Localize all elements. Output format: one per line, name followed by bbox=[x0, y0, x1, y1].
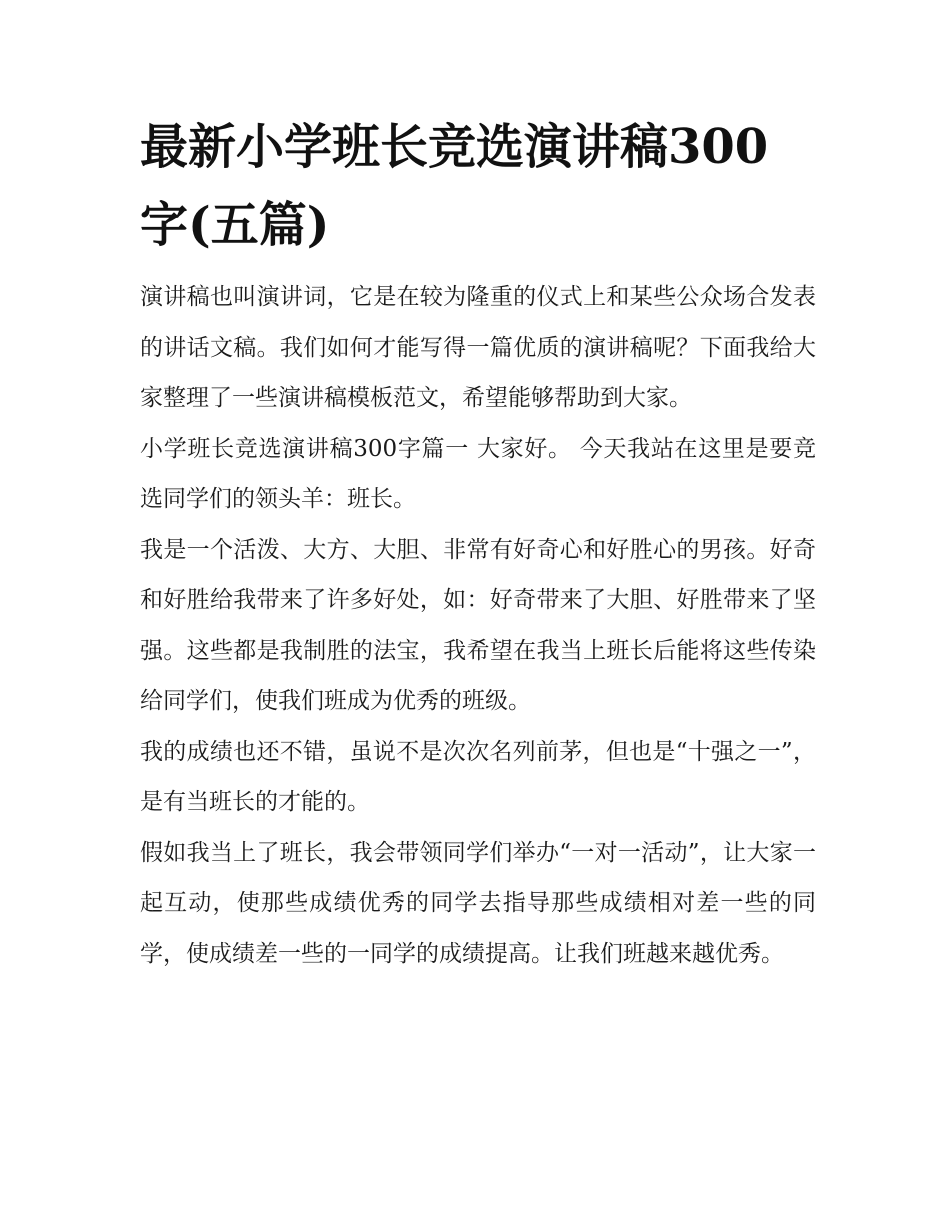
paragraph-grades: 我的成绩也还不错，虽说不是次次名列前茅，但也是“十强之一”，是有当班长的才能的。 bbox=[140, 738, 816, 815]
paragraph-intro: 演讲稿也叫演讲词，它是在较为隆重的仪式上和某些公众场合发表的讲话文稿。我们如何才能写得一篇优质的演讲稿呢？下面我给大家整理了一些演讲稿模板范文，希望能够帮助到大家。 bbox=[140, 284, 816, 411]
paragraph-plan: 假如我当上了班长，我会带领同学们举办“一对一活动”，让大家一起互动，使那些成绩优秀的同学去指导那些成绩相对差一些的同学，使成绩差一些的一同学的成绩提高。让我们班越来越优秀。 bbox=[140, 839, 816, 967]
document-body bbox=[140, 108, 816, 979]
paragraph-greeting: 小学班长竞选演讲稿300字篇一 大家好。 今天我站在这里是要竞选同学们的领头羊：班长。 bbox=[140, 435, 816, 512]
paragraph-personality: 我是一个活泼、大方、大胆、非常有好奇心和好胜心的男孩。好奇和好胜给我带来了许多好处，如：好奇带来了大胆、好胜带来了坚强。这些都是我制胜的法宝，我希望在我当上班长后能将这些传染给同学们，使我们班成为优秀的班级。 bbox=[140, 536, 816, 714]
document-title: 最新小学班长竞选演讲稿300字(五篇) bbox=[140, 119, 769, 253]
